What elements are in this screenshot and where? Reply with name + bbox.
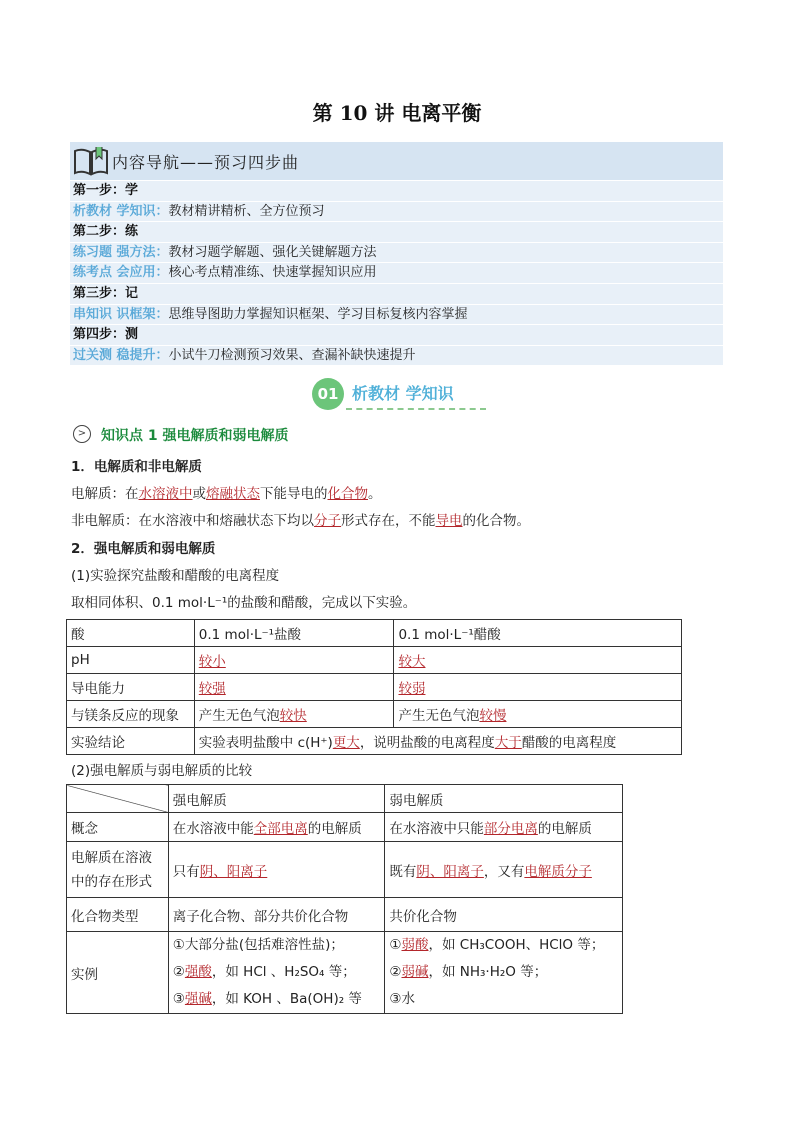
answer: 强酸 bbox=[184, 964, 212, 980]
answer: 水溶液中 bbox=[138, 486, 193, 502]
answer: 阴、阳离子 bbox=[199, 863, 268, 880]
experiment-intro: 取相同体积、0.1 mol·L⁻¹的盐酸和醋酸，完成以下实验。 bbox=[71, 595, 417, 611]
guide-item bbox=[70, 304, 723, 325]
section2-heading: 2．强电解质和弱电解质 bbox=[71, 541, 216, 557]
table-header-row: 强电解质 弱电解质 bbox=[67, 785, 623, 813]
answer: 分子 bbox=[314, 513, 341, 529]
answer: 较弱 bbox=[398, 681, 426, 697]
table-row: 与镁条反应的现象 产生无色气泡较快 产生无色气泡较慢 bbox=[67, 701, 682, 728]
content-guide bbox=[70, 142, 723, 365]
comparison-table bbox=[66, 784, 623, 1014]
guide-item-desc: 思维导图助力掌握知识框架、学习目标复核内容掌握 bbox=[168, 306, 468, 322]
table-row: pH 较小 较大 bbox=[67, 647, 682, 674]
electrolyte-definition: 电解质：在水溶液中或熔融状态下能导电的化合物。 bbox=[71, 486, 382, 502]
answer: 阴、阳离子 bbox=[416, 863, 484, 880]
guide-item-desc: 小试牛刀检测预习效果、查漏补缺快速提升 bbox=[168, 347, 416, 363]
answer: 较大 bbox=[398, 654, 426, 670]
subheading-comparison: (2)强电解质与弱电解质的比较 bbox=[71, 763, 253, 779]
section-number: 01 bbox=[312, 378, 344, 410]
knowledge-point-title: 知识点 1 强电解质和弱电解质 bbox=[101, 428, 289, 444]
conclusion-cell: 实验表明盐酸中 c(H⁺)更大，说明盐酸的电离程度大于醋酸的电离程度 bbox=[194, 728, 681, 755]
guide-step: 第三步：记 bbox=[70, 283, 723, 304]
guide-header-title: 内容导航——预习四步曲 bbox=[112, 153, 300, 172]
guide-step: 第四步：测 bbox=[70, 324, 723, 345]
answer: 部分电离 bbox=[483, 821, 538, 837]
page-title: 第 10 讲 电离平衡 bbox=[312, 101, 482, 125]
section-banner bbox=[312, 377, 487, 410]
guide-item-label: 析教材 学知识： bbox=[73, 203, 169, 219]
answer: 较慢 bbox=[479, 708, 507, 724]
guide-item-label: 练考点 会应用： bbox=[73, 265, 169, 281]
book-icon bbox=[72, 145, 110, 177]
table-row: 导电能力 较强 较弱 bbox=[67, 674, 682, 701]
section-title: 析教材 学知识 bbox=[352, 384, 454, 403]
guide-item-desc: 教材精讲精析、全方位预习 bbox=[168, 203, 325, 219]
answer: 较快 bbox=[279, 708, 307, 724]
guide-item bbox=[70, 201, 723, 222]
table-row: 化合物类型 离子化合物、部分共价化合物 共价化合物 bbox=[67, 898, 623, 932]
guide-item-label: 串知识 识框架： bbox=[73, 306, 169, 322]
guide-item-label: 练习题 强方法： bbox=[73, 244, 169, 260]
answer: 更大 bbox=[332, 735, 360, 751]
answer: 全部电离 bbox=[253, 821, 308, 837]
guide-rows bbox=[70, 180, 723, 365]
table-header-row: 酸 0.1 mol·L⁻¹盐酸 0.1 mol·L⁻¹醋酸 bbox=[67, 620, 682, 647]
guide-item bbox=[70, 262, 723, 283]
experiment-table bbox=[66, 619, 682, 755]
answer: 化合物 bbox=[327, 486, 368, 502]
guide-item-desc: 核心考点精准练、快速掌握知识应用 bbox=[168, 265, 377, 281]
table-row: 实例 ①大部分盐(包括难溶性盐)； ②强酸，如 HCl 、H₂SO₄ 等； ③强碱，如 KOH 、Ba(OH)₂ 等 ①弱酸，如 CH₃COOH、HClO 等； ②弱碱，如 NH₃·H₂O 等； ③水 bbox=[67, 932, 623, 1014]
answer: 较小 bbox=[198, 654, 226, 670]
guide-step: 第二步：练 bbox=[70, 221, 723, 242]
guide-header bbox=[70, 142, 723, 180]
guide-item bbox=[70, 242, 723, 263]
answer: 电解质分子 bbox=[524, 863, 592, 880]
table-row: 概念 在水溶液中能全部电离的电解质 在水溶液中只能部分电离的电解质 bbox=[67, 813, 623, 842]
table-row: 电解质在溶液 中的存在形式 只有阴、阳离子 既有阴、阳离子，又有电解质分子 bbox=[67, 842, 623, 898]
diagonal-cell bbox=[67, 785, 169, 813]
subheading-experiment: (1)实验探究盐酸和醋酸的电离程度 bbox=[71, 568, 280, 584]
answer: 弱酸 bbox=[401, 937, 429, 953]
banner-underline bbox=[346, 408, 486, 410]
answer: 大于 bbox=[494, 735, 522, 751]
guide-item bbox=[70, 345, 723, 366]
guide-step: 第一步：学 bbox=[70, 180, 723, 201]
answer: 较强 bbox=[198, 681, 226, 697]
guide-item-desc: 教材习题学解题、强化关键解题方法 bbox=[168, 244, 377, 260]
guide-item-label: 过关测 稳提升： bbox=[73, 347, 169, 363]
answer: 弱碱 bbox=[401, 964, 429, 980]
answer: 熔融状态 bbox=[206, 486, 260, 502]
section1-heading: 1．电解质和非电解质 bbox=[71, 459, 202, 475]
nonelectrolyte-definition: 非电解质：在水溶液中和熔融状态下均以分子形式存在，不能导电的化合物。 bbox=[71, 513, 530, 529]
arrow-circle-icon: > bbox=[73, 425, 91, 443]
answer: 导电 bbox=[435, 513, 463, 529]
answer: 强碱 bbox=[184, 991, 212, 1007]
table-row: 实验结论 实验表明盐酸中 c(H⁺)更大，说明盐酸的电离程度大于醋酸的电离程度 bbox=[67, 728, 682, 755]
